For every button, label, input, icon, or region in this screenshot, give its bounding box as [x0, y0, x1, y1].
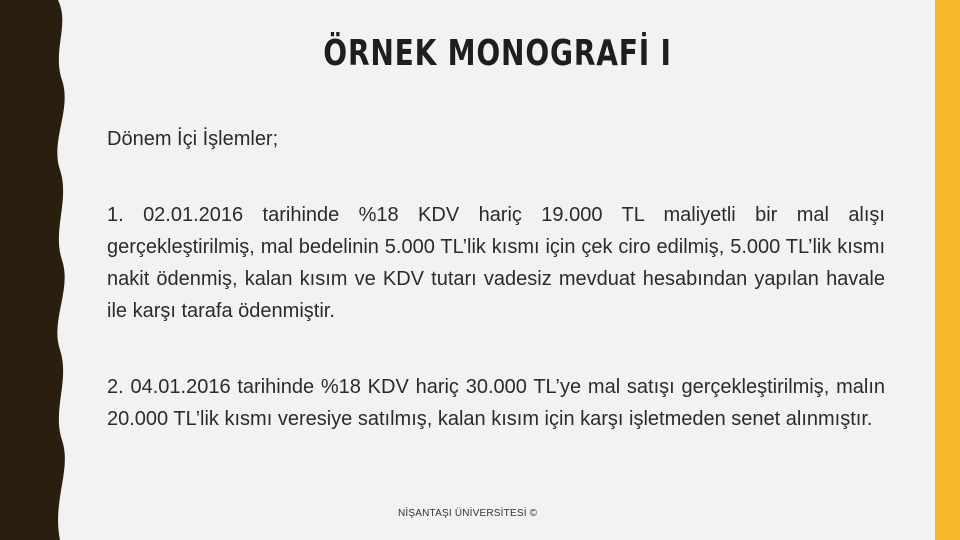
section-heading: Dönem İçi İşlemler; — [107, 128, 279, 150]
transaction-paragraph-2: 2. 04.01.2016 tarihinde %18 KDV hariç 30.000 TL’ye mal satışı gerçekleştirilmiş, malın 20.000 TL’lik kısmı veresiye satılmış, kalan kısım için karşı işletmeden senet alınmıştır. — [107, 376, 885, 430]
wavy-edge-shape — [0, 0, 65, 540]
transaction-paragraph-1: 1. 02.01.2016 tarihinde %18 KDV hariç 19.000 TL maliyetli bir mal alışı gerçekleştirilmiş, mal bedelinin 5.000 TL’lik kısmı için çek ciro edilmiş, 5.000 TL’lik kısmı nakit ödenmiş, kalan kısım ve KDV tutarı vadesiz mevduat hesabından yapılan havale ile karşı tarafa ödenmiştir. — [107, 204, 885, 322]
footer-copyright: NİŞANTAŞI ÜNİVERSİTESİ © — [398, 508, 538, 519]
left-decorative-band — [0, 0, 80, 540]
slide-title: ÖRNEK MONOGRAFİ I — [323, 33, 672, 74]
right-accent-bar — [935, 0, 960, 540]
